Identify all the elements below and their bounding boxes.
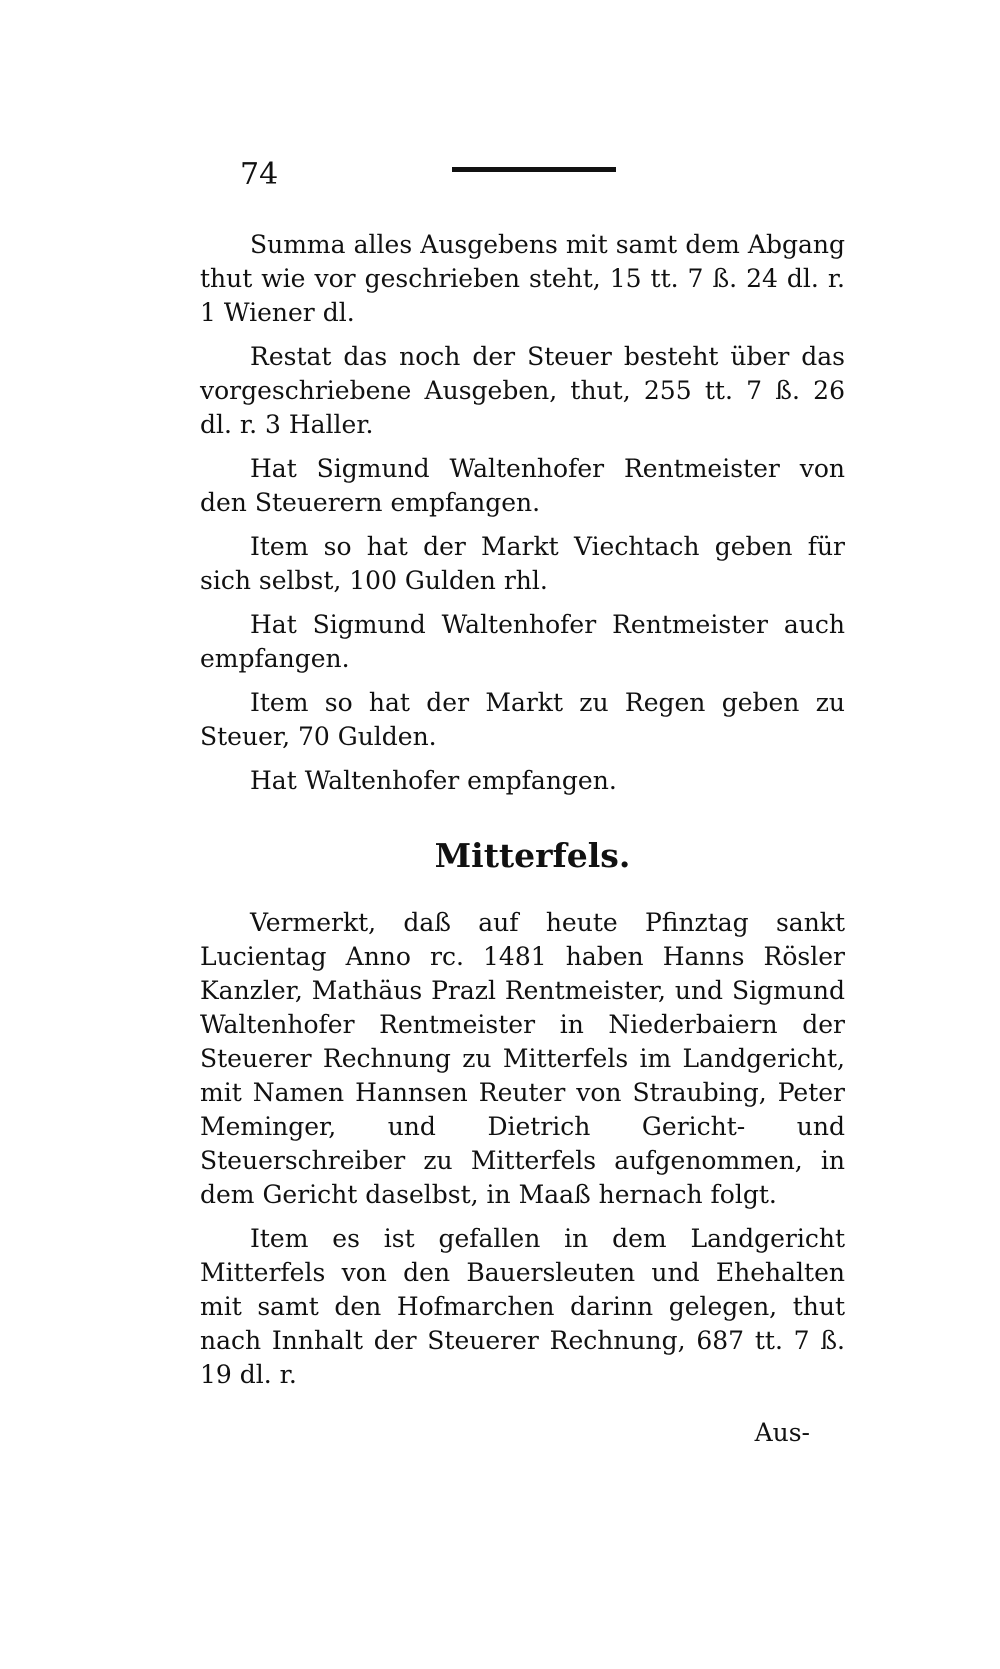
paragraph: Hat Waltenhofer empfangen. <box>250 766 617 795</box>
paragraph: Item es ist gefallen in dem Landgericht Mitterfels von den Bauersleuten und Ehehalten mit samt den Hofmarchen darinn gelegen, thut nach Innhalt der Steuerer Rechnung, 687 tt. 7 ß. 19 dl. r. <box>200 1224 845 1389</box>
paragraph: Vermerkt, daß auf heute Pfinztag sankt Lucientag Anno rc. 1481 haben Hanns Rösler Kanzler, Mathäus Prazl Rentmeister, und Sigmund Waltenhofer Rentmeister in Niederbaiern der Steuerer Rechnung zu Mitterfels im Landgericht, mit Namen Hannsen Reuter von Straubing, Peter Meminger, und Dietrich Gericht- und Steuerschreiber zu Mitterfels aufgenommen, in dem Gericht daselbst, in Maaß hernach folgt. <box>200 908 845 1209</box>
paragraph: Hat Sigmund Waltenhofer Rentmeister auch empfangen. <box>200 610 845 673</box>
header-rule <box>452 167 616 172</box>
catchword: Aus- <box>754 1418 810 1447</box>
paragraph: Item so hat der Markt Viechtach geben für sich selbst, 100 Gulden rhl. <box>200 532 845 595</box>
text-body <box>200 228 845 1402</box>
paragraph: Item so hat der Markt zu Regen geben zu Steuer, 70 Gulden. <box>200 688 845 751</box>
page-number: 74 <box>240 157 279 192</box>
paragraph: Restat das noch der Steuer besteht über das vorgeschriebene Ausgeben, thut, 255 tt. 7 ß. 26 dl. r. 3 Haller. <box>200 342 845 439</box>
paragraph: Hat Sigmund Waltenhofer Rentmeister von den Steuerern empfangen. <box>200 454 845 517</box>
section-title: Mitterfels. <box>434 836 631 875</box>
paragraph: Summa alles Ausgebens mit samt dem Abgang thut wie vor geschrieben steht, 15 tt. 7 ß. 24 dl. r. 1 Wiener dl. <box>200 230 845 327</box>
